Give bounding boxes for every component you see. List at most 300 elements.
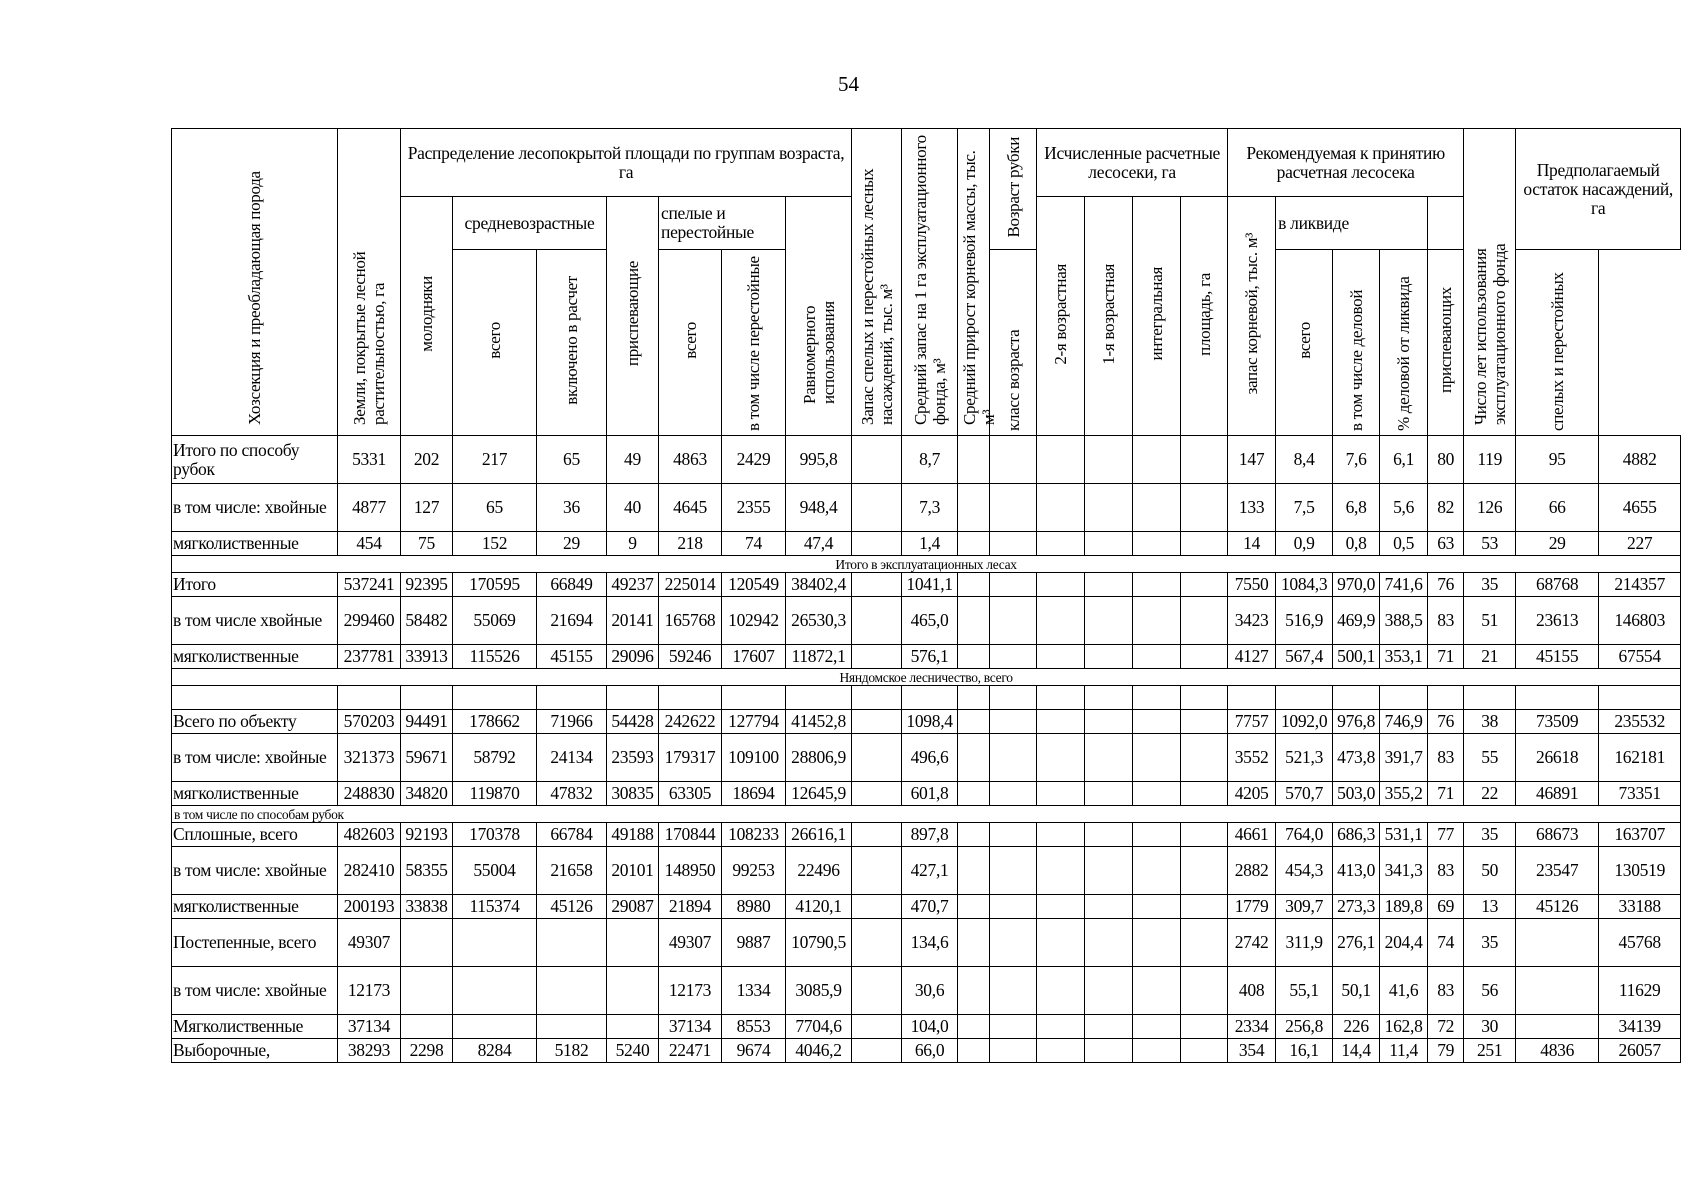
empty-cell xyxy=(1228,686,1276,710)
table-cell xyxy=(852,597,902,645)
table-cell xyxy=(1037,919,1085,967)
col-premature-header: приспевающие xyxy=(607,197,659,436)
table-cell: 473,8 xyxy=(1333,734,1380,782)
empty-cell xyxy=(958,686,990,710)
empty-cell xyxy=(401,686,453,710)
table-cell: 21894 xyxy=(659,895,722,919)
table-cell: 69 xyxy=(1428,895,1464,919)
col-uniform-header: Равномерного использования xyxy=(786,197,852,436)
table-cell: 353,1 xyxy=(1380,645,1428,669)
table-cell: 63 xyxy=(1428,532,1464,556)
table-cell: 454,3 xyxy=(1276,847,1333,895)
table-cell xyxy=(1085,710,1133,734)
table-cell: 33913 xyxy=(401,645,453,669)
table-cell xyxy=(1181,895,1228,919)
table-cell: 4205 xyxy=(1228,782,1276,806)
table-cell: 75 xyxy=(401,532,453,556)
table-cell: 18694 xyxy=(722,782,786,806)
table-cell: 2334 xyxy=(1228,1015,1276,1039)
table-cell: 29 xyxy=(1516,532,1599,556)
empty-row xyxy=(172,686,1681,710)
table-cell: 119870 xyxy=(453,782,537,806)
table-cell: 1,4 xyxy=(902,532,958,556)
table-cell: 4120,1 xyxy=(786,895,852,919)
row-name: в том числе: хвойные xyxy=(172,847,338,895)
table-cell: 109100 xyxy=(722,734,786,782)
table-cell: 7550 xyxy=(1228,573,1276,597)
table-cell: 12173 xyxy=(338,967,401,1015)
table-cell xyxy=(1181,573,1228,597)
table-cell: 45768 xyxy=(1599,919,1681,967)
table-cell xyxy=(1133,597,1181,645)
table-cell: 227 xyxy=(1599,532,1681,556)
table-cell: 214357 xyxy=(1599,573,1681,597)
empty-cell xyxy=(1276,686,1333,710)
table-cell: 4127 xyxy=(1228,645,1276,669)
table-cell: 2429 xyxy=(722,436,786,484)
table-cell: 38 xyxy=(1464,710,1516,734)
table-cell xyxy=(401,1015,453,1039)
table-cell xyxy=(852,645,902,669)
table-cell xyxy=(958,734,990,782)
table-cell: 63305 xyxy=(659,782,722,806)
table-cell: 133 xyxy=(1228,484,1276,532)
table-cell: 496,6 xyxy=(902,734,958,782)
table-cell: 104,0 xyxy=(902,1015,958,1039)
table-cell xyxy=(1085,484,1133,532)
table-cell xyxy=(1181,436,1228,484)
table-cell: 178662 xyxy=(453,710,537,734)
table-cell: 251 xyxy=(1464,1039,1516,1063)
table-cell: 58482 xyxy=(401,597,453,645)
table-cell: 204,4 xyxy=(1380,919,1428,967)
table-cell xyxy=(1181,919,1228,967)
table-cell: 170595 xyxy=(453,573,537,597)
table-cell: 970,0 xyxy=(1333,573,1380,597)
table-cell: 99253 xyxy=(722,847,786,895)
table-cell xyxy=(852,710,902,734)
table-cell: 7,6 xyxy=(1333,436,1380,484)
table-cell xyxy=(537,919,607,967)
table-cell: 66784 xyxy=(537,823,607,847)
table-cell: 601,8 xyxy=(902,782,958,806)
table-cell xyxy=(990,484,1037,532)
table-cell: 68673 xyxy=(1516,823,1599,847)
table-cell: 469,9 xyxy=(1333,597,1380,645)
col-avg-growth-header: Средний прирост корневой массы, тыс. м³ xyxy=(958,129,990,436)
col-mature-overmature-header: в том числе перестойные xyxy=(722,250,786,436)
table-cell: 746,9 xyxy=(1380,710,1428,734)
group-age-header: Распределение лесопокрытой площади по группам возраста, га xyxy=(401,129,852,197)
table-cell xyxy=(990,847,1037,895)
table-cell: 147 xyxy=(1228,436,1276,484)
table-cell xyxy=(1037,782,1085,806)
table-cell: 470,7 xyxy=(902,895,958,919)
table-cell: 4877 xyxy=(338,484,401,532)
table-cell: 67554 xyxy=(1599,645,1681,669)
col-stock-header: Запас спелых и перестойных лесных насаждений, тыс. м³ xyxy=(852,129,902,436)
empty-cell xyxy=(537,686,607,710)
table-cell: 12173 xyxy=(659,967,722,1015)
row-name: в том числе хвойные xyxy=(172,597,338,645)
table-cell xyxy=(990,895,1037,919)
table-cell: 162181 xyxy=(1599,734,1681,782)
table-cell: 11629 xyxy=(1599,967,1681,1015)
table-cell: 311,9 xyxy=(1276,919,1333,967)
section-title: Итого в эксплуатационных лесах xyxy=(172,556,1681,573)
table-cell: 1041,1 xyxy=(902,573,958,597)
table-cell: 0,8 xyxy=(1333,532,1380,556)
col-middle-total-header: всего xyxy=(453,250,537,436)
table-cell: 170844 xyxy=(659,823,722,847)
table-body xyxy=(172,436,1681,1063)
table-cell xyxy=(1037,710,1085,734)
row-name: Всего по объекту xyxy=(172,710,338,734)
table-cell: 49237 xyxy=(607,573,659,597)
table-cell: 23547 xyxy=(1516,847,1599,895)
table-cell: 80 xyxy=(1428,436,1464,484)
table-cell: 6,8 xyxy=(1333,484,1380,532)
table-cell: 427,1 xyxy=(902,847,958,895)
table-cell: 120549 xyxy=(722,573,786,597)
col-liquid-total-header: всего xyxy=(1276,250,1333,436)
table-cell: 948,4 xyxy=(786,484,852,532)
table-cell xyxy=(1133,847,1181,895)
table-cell: 72 xyxy=(1428,1015,1464,1039)
table-cell xyxy=(990,532,1037,556)
table-cell xyxy=(1181,532,1228,556)
table-cell: 354 xyxy=(1228,1039,1276,1063)
table-cell: 37134 xyxy=(338,1015,401,1039)
group-middle-header: средневозрастные xyxy=(453,197,607,250)
table-cell: 71 xyxy=(1428,645,1464,669)
table-cell: 119 xyxy=(1464,436,1516,484)
empty-cell xyxy=(1428,686,1464,710)
table-cell: 570,7 xyxy=(1276,782,1333,806)
table-cell: 341,3 xyxy=(1380,847,1428,895)
table-cell xyxy=(1037,895,1085,919)
table-cell: 82 xyxy=(1428,484,1464,532)
table-cell xyxy=(1181,484,1228,532)
table-cell xyxy=(1085,573,1133,597)
table-cell: 33188 xyxy=(1599,895,1681,919)
table-cell: 465,0 xyxy=(902,597,958,645)
table-cell: 24134 xyxy=(537,734,607,782)
table-cell: 5240 xyxy=(607,1039,659,1063)
table-cell: 26618 xyxy=(1516,734,1599,782)
table-cell xyxy=(958,645,990,669)
table-cell: 256,8 xyxy=(1276,1015,1333,1039)
table-cell: 21 xyxy=(1464,645,1516,669)
table-cell xyxy=(852,895,902,919)
table-cell: 8284 xyxy=(453,1039,537,1063)
table-cell: 50 xyxy=(1464,847,1516,895)
table-cell: 34139 xyxy=(1599,1015,1681,1039)
table-cell: 38293 xyxy=(338,1039,401,1063)
row-name: в том числе: хвойные xyxy=(172,734,338,782)
table-row xyxy=(172,573,1681,597)
empty-cell xyxy=(1516,686,1599,710)
table-cell xyxy=(1085,734,1133,782)
table-cell: 321373 xyxy=(338,734,401,782)
table-cell xyxy=(852,1039,902,1063)
table-cell xyxy=(1085,597,1133,645)
table-cell: 3085,9 xyxy=(786,967,852,1015)
group-liquid-header: в ликвиде xyxy=(1276,197,1428,250)
table-cell xyxy=(1181,782,1228,806)
col-second-age-header: 2-я возрастная xyxy=(1037,197,1085,436)
table-cell xyxy=(852,734,902,782)
row-name: мягколиственные xyxy=(172,895,338,919)
table-row xyxy=(172,436,1681,484)
table-cell: 218 xyxy=(659,532,722,556)
table-cell: 226 xyxy=(1333,1015,1380,1039)
table-cell: 4661 xyxy=(1228,823,1276,847)
table-cell xyxy=(958,847,990,895)
table-cell: 115374 xyxy=(453,895,537,919)
table-cell xyxy=(852,823,902,847)
table-cell xyxy=(1085,895,1133,919)
table-cell: 235532 xyxy=(1599,710,1681,734)
table-cell: 3552 xyxy=(1228,734,1276,782)
table-cell xyxy=(1037,823,1085,847)
table-cell xyxy=(958,967,990,1015)
table-cell xyxy=(958,895,990,919)
table-cell: 8,4 xyxy=(1276,436,1333,484)
table-cell xyxy=(1516,919,1599,967)
col-years-header: Число лет использования эксплуатационного фонда xyxy=(1464,129,1516,436)
table-cell: 49307 xyxy=(338,919,401,967)
table-cell: 189,8 xyxy=(1380,895,1428,919)
table-cell xyxy=(852,573,902,597)
table-cell: 26057 xyxy=(1599,1039,1681,1063)
table-cell xyxy=(1133,967,1181,1015)
row-name: Постепенные, всего xyxy=(172,919,338,967)
table-cell: 299460 xyxy=(338,597,401,645)
empty-cell xyxy=(722,686,786,710)
table-cell: 68768 xyxy=(1516,573,1599,597)
table-cell: 102942 xyxy=(722,597,786,645)
table-cell xyxy=(1181,734,1228,782)
table-cell xyxy=(958,919,990,967)
table-cell xyxy=(852,782,902,806)
row-name: Выборочные, xyxy=(172,1039,338,1063)
table-cell xyxy=(1133,782,1181,806)
table-cell: 148950 xyxy=(659,847,722,895)
table-cell: 37134 xyxy=(659,1015,722,1039)
table-cell: 45126 xyxy=(1516,895,1599,919)
table-cell: 49 xyxy=(607,436,659,484)
table-cell: 108233 xyxy=(722,823,786,847)
table-cell: 58355 xyxy=(401,847,453,895)
row-name: Итого по способу рубок xyxy=(172,436,338,484)
col-young-header: молодняки xyxy=(401,197,453,436)
table-cell xyxy=(1133,436,1181,484)
table-cell: 73509 xyxy=(1516,710,1599,734)
table-cell: 134,6 xyxy=(902,919,958,967)
table-cell: 521,3 xyxy=(1276,734,1333,782)
col-rem-premature-header: приспевающих xyxy=(1428,250,1464,436)
table-cell: 74 xyxy=(722,532,786,556)
table-cell: 83 xyxy=(1428,597,1464,645)
col-first-age-header: 1-я возрастная xyxy=(1085,197,1133,436)
table-cell xyxy=(1516,1015,1599,1039)
section-row xyxy=(172,669,1681,686)
table-cell: 5182 xyxy=(537,1039,607,1063)
table-row xyxy=(172,967,1681,1015)
table-cell: 4836 xyxy=(1516,1039,1599,1063)
table-cell xyxy=(1085,782,1133,806)
table-cell: 482603 xyxy=(338,823,401,847)
table-cell xyxy=(453,967,537,1015)
table-cell: 163707 xyxy=(1599,823,1681,847)
table-cell: 115526 xyxy=(453,645,537,669)
table-cell: 2882 xyxy=(1228,847,1276,895)
table-cell: 94491 xyxy=(401,710,453,734)
table-cell xyxy=(1085,919,1133,967)
row-name: Итого xyxy=(172,573,338,597)
col-integral-header: интегральная xyxy=(1133,197,1181,436)
col-avg-stock-header: Средний запас на 1 га эксплуатационного фонда, м³ xyxy=(902,129,958,436)
row-name: мягколиственные xyxy=(172,532,338,556)
table-cell: 4046,2 xyxy=(786,1039,852,1063)
table-cell xyxy=(958,1015,990,1039)
table-cell: 16,1 xyxy=(1276,1039,1333,1063)
table-cell: 4645 xyxy=(659,484,722,532)
table-row xyxy=(172,919,1681,967)
table-cell xyxy=(958,532,990,556)
table-cell: 38402,4 xyxy=(786,573,852,597)
table-cell: 30835 xyxy=(607,782,659,806)
table-row xyxy=(172,532,1681,556)
col-rem-mature-header: спелых и перестойных xyxy=(1516,250,1599,436)
table-cell: 28806,9 xyxy=(786,734,852,782)
table-cell: 55 xyxy=(1464,734,1516,782)
table-row xyxy=(172,823,1681,847)
table-cell: 1098,4 xyxy=(902,710,958,734)
section-title: Няндомское лесничество, всего xyxy=(172,669,1681,686)
table-cell: 5,6 xyxy=(1380,484,1428,532)
table-row xyxy=(172,1015,1681,1039)
table-cell: 56 xyxy=(1464,967,1516,1015)
table-cell: 225014 xyxy=(659,573,722,597)
table-cell: 77 xyxy=(1428,823,1464,847)
empty-cell xyxy=(1133,686,1181,710)
empty-cell xyxy=(172,686,338,710)
table-cell: 53 xyxy=(1464,532,1516,556)
table-cell xyxy=(990,782,1037,806)
table-cell xyxy=(958,710,990,734)
empty-cell xyxy=(990,686,1037,710)
table-cell: 65 xyxy=(537,436,607,484)
table-cell: 179317 xyxy=(659,734,722,782)
table-cell: 49188 xyxy=(607,823,659,847)
table-cell xyxy=(1085,823,1133,847)
table-cell xyxy=(1133,734,1181,782)
table-cell: 76 xyxy=(1428,710,1464,734)
table-cell: 41452,8 xyxy=(786,710,852,734)
table-cell xyxy=(1085,532,1133,556)
table-cell: 35 xyxy=(1464,823,1516,847)
table-cell: 0,9 xyxy=(1276,532,1333,556)
table-cell: 4882 xyxy=(1599,436,1681,484)
table-cell: 276,1 xyxy=(1333,919,1380,967)
table-cell xyxy=(1037,967,1085,1015)
table-cell xyxy=(1181,1039,1228,1063)
table-cell: 500,1 xyxy=(1333,645,1380,669)
section-row xyxy=(172,556,1681,573)
table-cell xyxy=(1085,967,1133,1015)
table-cell: 282410 xyxy=(338,847,401,895)
table-cell: 7704,6 xyxy=(786,1015,852,1039)
table-cell: 33838 xyxy=(401,895,453,919)
table-cell: 516,9 xyxy=(1276,597,1333,645)
table-cell: 29096 xyxy=(607,645,659,669)
group-calculated-header: Исчисленные расчетные лесосеки, га xyxy=(1037,129,1228,197)
table-cell xyxy=(990,436,1037,484)
table-cell: 388,5 xyxy=(1380,597,1428,645)
table-cell xyxy=(990,573,1037,597)
table-cell xyxy=(1133,1015,1181,1039)
table-cell: 76 xyxy=(1428,573,1464,597)
table-cell: 92395 xyxy=(401,573,453,597)
table-cell: 4863 xyxy=(659,436,722,484)
table-cell: 2742 xyxy=(1228,919,1276,967)
table-cell: 391,7 xyxy=(1380,734,1428,782)
table-cell: 7757 xyxy=(1228,710,1276,734)
table-cell: 0,5 xyxy=(1380,532,1428,556)
table-cell: 66 xyxy=(1516,484,1599,532)
table-cell: 202 xyxy=(401,436,453,484)
table-cell xyxy=(1037,597,1085,645)
table-cell xyxy=(1037,1015,1085,1039)
table-cell: 4655 xyxy=(1599,484,1681,532)
table-cell: 14,4 xyxy=(1333,1039,1380,1063)
table-cell: 21658 xyxy=(537,847,607,895)
table-cell xyxy=(958,436,990,484)
table-cell: 764,0 xyxy=(1276,823,1333,847)
table-cell xyxy=(990,645,1037,669)
table-cell xyxy=(852,847,902,895)
row-name: в том числе: хвойные xyxy=(172,967,338,1015)
table-cell xyxy=(1085,1039,1133,1063)
table-cell: 22496 xyxy=(786,847,852,895)
table-cell: 74 xyxy=(1428,919,1464,967)
table-cell: 537241 xyxy=(338,573,401,597)
table-cell xyxy=(607,1015,659,1039)
table-cell: 1779 xyxy=(1228,895,1276,919)
table-cell: 71 xyxy=(1428,782,1464,806)
empty-cell xyxy=(1380,686,1428,710)
table-cell: 897,8 xyxy=(902,823,958,847)
table-cell: 45155 xyxy=(1516,645,1599,669)
table-row xyxy=(172,895,1681,919)
table-cell: 14 xyxy=(1228,532,1276,556)
col-area-header: площадь, га xyxy=(1181,197,1228,436)
table-cell xyxy=(1133,484,1181,532)
table-row xyxy=(172,710,1681,734)
table-cell xyxy=(1085,645,1133,669)
table-row xyxy=(172,484,1681,532)
table-cell xyxy=(607,967,659,1015)
table-cell xyxy=(990,823,1037,847)
table-cell xyxy=(1181,597,1228,645)
table-cell: 686,3 xyxy=(1333,823,1380,847)
table-cell xyxy=(990,919,1037,967)
table-cell: 26530,3 xyxy=(786,597,852,645)
table-cell xyxy=(990,734,1037,782)
table-cell xyxy=(1037,532,1085,556)
